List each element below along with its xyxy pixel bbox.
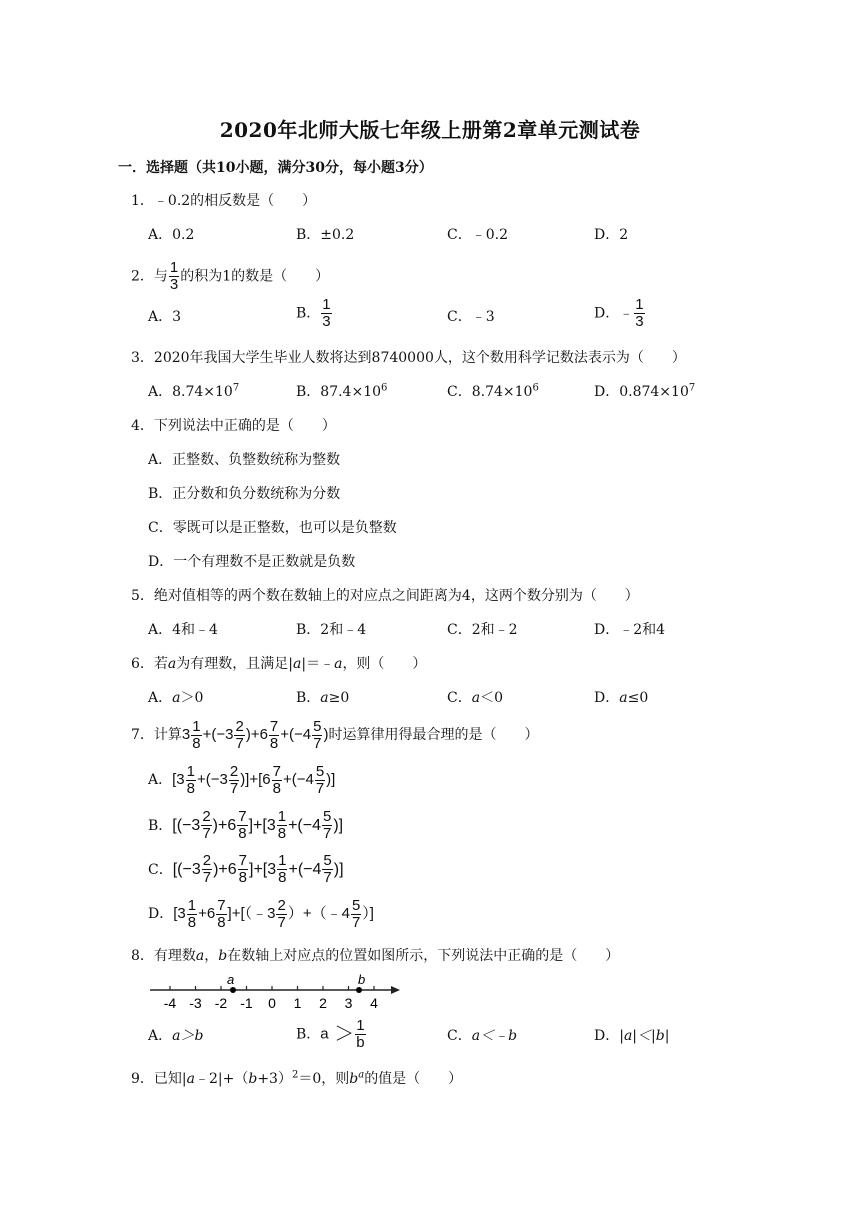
q8-b-var: a [320,1025,329,1043]
q6-option-d [594,688,648,708]
q8-option-b: B．a ＞ $\frac{1}{b}$ [296,1017,365,1051]
q1-option-b: B．±0.2 [296,227,355,243]
axis-tick-label: 2 [319,995,327,1011]
q2-fraction [169,260,179,293]
q7-a-expression: [3 $\frac{1}{8}$ +(−3 $\frac{2}{7}$ )]+[6 $\frac{7}{8}$ +(−4 $\frac{5}{7}$ )] [172,762,336,797]
question-8 [131,946,619,966]
q7-c-label: C． [148,862,173,878]
q3-a-text: A．8.74×10 [148,384,233,400]
q2-option-d-label: D．﹣ [594,305,634,322]
q8-c-label: C． [447,1028,472,1044]
q4-option-d: D．一个有理数不是正数就是负数 [148,554,356,570]
axis-tick-label: -2 [214,995,228,1011]
q3-option-d [594,382,695,402]
question-6 [131,654,426,674]
q6-c-var: a [471,690,481,706]
q3-a-exp: 7 [232,382,240,394]
q2-b-den: 3 [322,313,331,330]
q6-mid2: |＝﹣ [301,656,335,672]
q7-expression: 3 $\frac{1}{8}$ +(−3 $\frac{2}{7}$ )+6 $\frac{7}{8}$ +(−4 $\frac{5}{7}$ ) [181,717,329,752]
q4-option-a: A．正整数、负整数统称为整数 [148,452,341,468]
axis-arrow-icon [391,986,400,994]
q7-b-expression: [(−3 $\frac{2}{7}$ )+6 $\frac{7}{8}$ ]+[3 $\frac{1}{8}$ +(−4 $\frac{5}{7}$ )] [172,808,344,843]
axis-tick-label: -1 [240,995,253,1011]
q9-prefix: 9．已知| [131,1071,187,1087]
q8-c-text: a＜﹣b [471,1028,518,1044]
q2-option-a: A．3 [148,309,182,325]
q6-d-text: ≤0 [627,690,649,706]
q6-mid: 为有理数，且满足| [176,656,293,672]
q6-var-a1: a [167,656,177,672]
q9-square: 2 [291,1069,299,1081]
q2-option-b [296,297,333,330]
q6-c-text: ＜0 [480,690,503,706]
q8-a-label: A． [148,1028,173,1044]
q7-option-b [148,808,343,844]
q9-var-a: a [186,1071,195,1087]
q7-prefix: 7．计算 [131,727,182,743]
q8-comma: ， [204,948,219,964]
q7-option-a [148,762,335,798]
q6-a-var: a [172,690,181,706]
q3-option-a [148,382,239,402]
q2-option-d-fraction [634,297,644,330]
q8-prefix: 8．有理数 [131,948,196,964]
question-3: 3．2020年我国大学生毕业人数将达到8740000人，这个数用科学记数法表示为（ ） [131,350,686,366]
q6-suffix: ，则（ ） [342,656,427,672]
question-1: 1．﹣0.2的相反数是（ ） [131,193,317,209]
q8-a-text: a＞b [172,1028,204,1044]
q7-c-expression: [(−3 $\frac{2}{7}$ )+6 $\frac{7}{8}$ ]+[3 $\frac{1}{8}$ +(−4 $\frac{5}{7}$ )] [172,852,344,887]
q2-option-b-label: B． [296,305,321,322]
q2-denominator: 3 [169,276,179,293]
axis-tick-label: 1 [293,995,302,1011]
q8-suffix: 在数轴上对应点的位置如图所示，下列说法中正确的是（ ） [227,948,620,964]
q6-option-a [148,688,203,708]
q9-exponent: a [358,1069,365,1081]
q9-var-b: b [248,1071,258,1087]
q6-b-var: a [320,690,329,706]
q9-mid: ﹣2|+（ [194,1071,249,1087]
q3-b-text: B．87.4×10 [296,384,382,400]
q2-prefix: 2．与 [131,268,168,285]
q9-mid2: +3） [257,1071,292,1087]
question-7 [131,717,538,753]
q8-b-label: B． [296,1026,321,1043]
page-title: 2020年北师大版七年级上册第2章单元测试卷 [219,118,641,142]
q3-c-text: C．8.74×10 [447,384,533,400]
q9-mid3: ＝0，则 [298,1071,350,1087]
q2-numerator: 1 [169,259,179,276]
point-a-dot [230,987,236,993]
q6-var-a3: a [334,656,343,672]
q6-d-label: D． [594,690,620,706]
q6-a-label: A． [148,690,173,706]
q7-b-label: B． [148,818,173,834]
q3-d-exp: 7 [688,382,696,394]
q2-suffix: 的积为1的数是（ ） [180,268,330,285]
q8-var-a: a [195,948,205,964]
q6-prefix: 6．若 [131,656,168,672]
q6-a-text: ＞0 [180,690,204,706]
q6-option-c [447,688,503,708]
q5-option-c: C．2和﹣2 [447,622,518,638]
axis-tick-label: 4 [370,995,378,1011]
q1-option-a: A．0.2 [148,227,195,243]
axis-tick-label: -3 [189,995,202,1011]
q3-option-b [296,382,387,402]
q3-b-exp: 6 [381,382,388,394]
q6-var-a2: a [293,656,302,672]
axis-tick-label: -4 [163,995,177,1011]
q2-option-d [594,297,646,330]
q2-option-c: C．﹣3 [447,309,495,325]
q1-option-d: D．2 [594,227,629,243]
q7-d-expression: [3 $\frac{1}{8}$ +6 $\frac{7}{8}$ ]+[（﹣3 $\frac{2}{7}$ ）+（﹣4 $\frac{5}{7}$ ）] [173,896,374,931]
point-b-dot [356,987,362,993]
question-2 [131,260,329,293]
q6-d-var: a [619,690,628,706]
question-5: 5．绝对值相等的两个数在数轴上的对应点之间距离为4，这两个数分别为（ ） [131,588,639,604]
axis-tick-label: 0 [268,995,276,1011]
q6-b-text: ≥0 [328,690,350,706]
number-line-figure [148,972,402,1014]
q7-a-label: A． [148,772,173,788]
point-b-label: b [358,972,366,987]
q6-c-label: C． [447,690,472,706]
q7-option-d [148,896,374,932]
q7-d-label: D． [148,906,174,922]
q8-d-text: |a|＜|b| [619,1028,670,1044]
q2-d-num: 1 [635,296,644,313]
q7-option-c [148,852,344,888]
q3-option-c [447,382,539,402]
q2-option-b-fraction [321,297,331,330]
question-9 [131,1069,462,1089]
q3-c-exp: 6 [532,382,539,394]
q8-option-a [148,1026,203,1046]
q2-b-num: 1 [322,296,331,313]
axis-tick-label: 3 [344,995,353,1011]
q2-d-den: 3 [635,313,644,330]
q6-b-label: B． [296,690,321,706]
q8-d-label: D． [594,1028,620,1044]
q9-suffix: 的值是（ ） [364,1071,463,1087]
q7-suffix: 时运算律用得最合理的是（ ） [328,727,539,743]
q4-option-b: B．正分数和负分数统称为分数 [148,486,341,502]
q5-option-a: A．4和﹣4 [148,622,218,638]
q3-d-text: D．0.874×10 [594,384,689,400]
q5-option-b: B．2和﹣4 [296,622,367,638]
q8-option-d [594,1026,669,1046]
q9-base: b [349,1071,359,1087]
q8-var-b: b [218,948,228,964]
q6-option-b [296,688,349,708]
q8-option-c [447,1026,517,1046]
question-4: 4．下列说法中正确的是（ ） [131,418,336,434]
q1-option-c: C．﹣0.2 [447,227,508,243]
q4-option-c: C．零既可以是正整数，也可以是负整数 [148,520,397,536]
q5-option-d: D．﹣2和4 [594,622,666,638]
point-a-label: a [227,972,235,987]
section-heading: 一．选择题（共10小题，满分30分，每小题3分） [118,160,433,176]
